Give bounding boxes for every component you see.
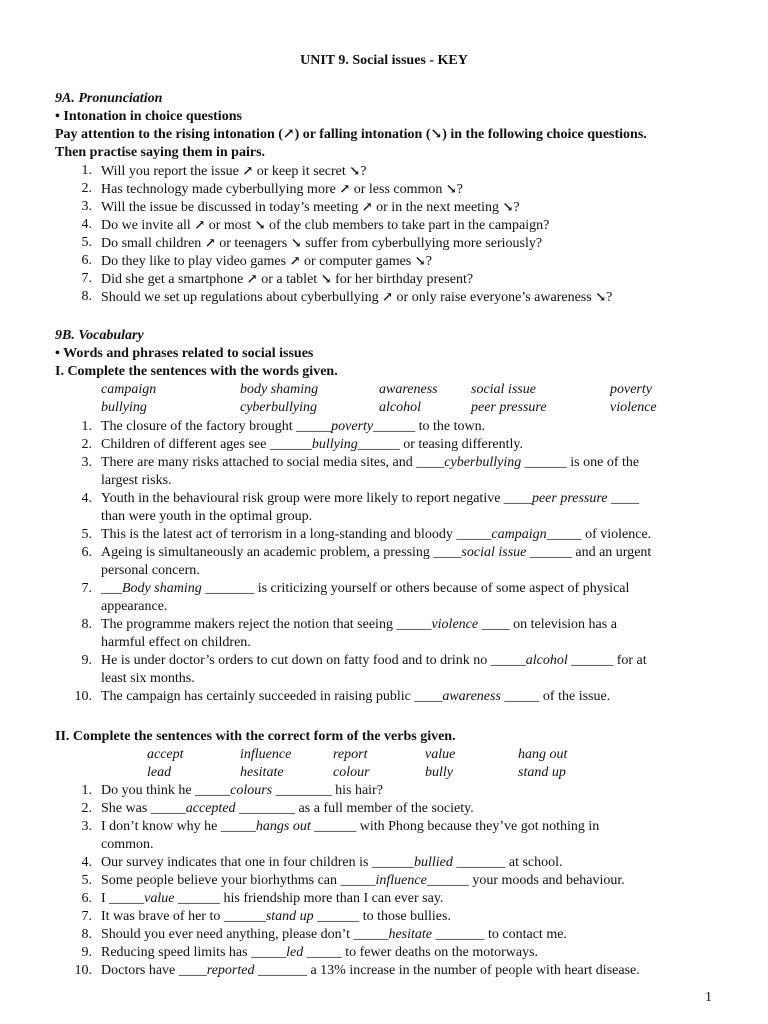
answer-text: alcohol	[525, 653, 568, 668]
item-number: 2.	[81, 801, 92, 816]
verb-word: value	[425, 747, 456, 762]
falling-arrow-icon: ↘	[254, 217, 266, 232]
vocab-word: violence	[610, 400, 657, 415]
answer-text: bullied	[413, 855, 453, 870]
exercise-1-instruction: I. Complete the sentences with the words given.	[55, 364, 338, 379]
pronunciation-question	[101, 180, 463, 199]
sentence-text: ________ as a full member of the society.	[235, 801, 474, 816]
sentence-text: The closure of the factory brought _____	[101, 419, 332, 434]
verb-word: colour	[333, 765, 370, 780]
sentence-line	[101, 436, 523, 454]
sentence-line	[101, 818, 599, 836]
sentence-line	[101, 598, 167, 616]
section-b-subheading: • Words and phrases related to social issues	[55, 346, 314, 361]
answer-text: peer pressure	[531, 491, 608, 506]
sentence-text: _______ a 13% increase in the number of people with heart disease.	[254, 963, 640, 978]
sentence-text: least six months.	[101, 671, 195, 686]
sentence-line	[101, 562, 200, 580]
verb-word: accept	[147, 747, 184, 762]
sentence-text: ______ his friendship more than I can ever say.	[174, 891, 444, 906]
sentence-text: ________ his hair?	[272, 783, 383, 798]
sentence-text: ______ with Phong because they’ve got nothing in	[310, 819, 600, 834]
falling-arrow-icon: ↘	[595, 289, 607, 304]
item-number: 3.	[81, 199, 92, 214]
item-number: 3.	[81, 455, 92, 470]
item-number: 1.	[81, 783, 92, 798]
question-text: ?	[425, 254, 432, 269]
sentence-text: Doctors have ____	[101, 963, 207, 978]
falling-arrow-icon: ↘	[502, 199, 514, 214]
question-text: Has technology made cyberbullying more	[101, 182, 340, 197]
sentence-text: ______ your moods and behaviour.	[426, 873, 625, 888]
sentence-line	[101, 872, 625, 890]
item-number: 5.	[81, 873, 92, 888]
question-text: or a tablet	[257, 272, 321, 287]
sentence-text: It was brave of her to ______	[101, 909, 266, 924]
falling-arrow-icon: ↘	[290, 235, 302, 250]
sentence-line	[101, 652, 647, 670]
answer-text: influence	[375, 873, 427, 888]
answer-text: led	[286, 945, 304, 960]
item-number: 6.	[81, 891, 92, 906]
rising-arrow-icon: ↗	[246, 271, 258, 286]
sentence-line	[101, 926, 567, 944]
vocab-word: bullying	[101, 400, 147, 415]
question-text: Will the issue be discussed in today’s meeting	[101, 200, 362, 215]
exercise-2-instruction: II. Complete the sentences with the correct form of the verbs given.	[55, 729, 456, 744]
sentence-text: I _____	[101, 891, 145, 906]
answer-text: campaign	[491, 527, 547, 542]
item-number: 5.	[81, 527, 92, 542]
sentence-text: common.	[101, 837, 154, 852]
answer-text: social issue	[461, 545, 527, 560]
section-a-heading: 9A. Pronunciation	[55, 91, 163, 106]
item-number: 7.	[81, 271, 92, 286]
rising-arrow-icon: ↗	[289, 253, 301, 268]
item-number: 8.	[81, 289, 92, 304]
sentence-text: harmful effect on children.	[101, 635, 251, 650]
item-number: 10.	[74, 689, 92, 704]
rising-arrow-icon: ↗	[361, 199, 373, 214]
item-number: 1.	[81, 419, 92, 434]
section-b-heading: 9B. Vocabulary	[55, 328, 144, 343]
sentence-text: _______ at school.	[452, 855, 563, 870]
sentence-text: _______ to contact me.	[432, 927, 567, 942]
verb-word: report	[333, 747, 368, 762]
section-a-instruction-2: Then practise saying them in pairs.	[55, 145, 266, 160]
question-text: Do small children	[101, 236, 205, 251]
answer-text: reported	[206, 963, 255, 978]
page-title: UNIT 9. Social issues - KEY	[300, 53, 468, 68]
pronunciation-question	[101, 270, 473, 289]
sentence-text: This is the latest act of terrorism in a long-standing and bloody _____	[101, 527, 492, 542]
question-text: ?	[606, 290, 613, 305]
vocab-word: social issue	[471, 382, 536, 397]
sentence-line	[101, 634, 251, 652]
item-number: 4.	[81, 491, 92, 506]
question-text: for her birthday present?	[331, 272, 474, 287]
question-text: Should we set up regulations about cyberbullying	[101, 290, 383, 305]
item-number: 2.	[81, 437, 92, 452]
rising-arrow-icon: ↗	[242, 163, 254, 178]
item-number: 2.	[81, 181, 92, 196]
item-number: 10.	[74, 963, 92, 978]
question-text: Will you report the issue	[101, 164, 243, 179]
sentence-text: _______ is criticizing yourself or others because of some aspect of physical	[201, 581, 630, 596]
question-text: or keep it secret	[253, 164, 350, 179]
item-number: 6.	[81, 545, 92, 560]
answer-text: poverty	[331, 419, 374, 434]
answer-text: cyberbullying	[444, 455, 522, 470]
sentence-line	[101, 908, 451, 926]
sentence-text: ______ to the town.	[373, 419, 486, 434]
verb-word: influence	[240, 747, 292, 762]
sentence-line	[101, 526, 651, 544]
sentence-text: personal concern.	[101, 563, 200, 578]
item-number: 7.	[81, 581, 92, 596]
sentence-line	[101, 490, 639, 508]
rising-arrow-icon: ↗	[339, 181, 351, 196]
sentence-text: _____ to fewer deaths on the motorways.	[303, 945, 539, 960]
sentence-text: ___	[101, 581, 122, 596]
pronunciation-question	[101, 252, 432, 271]
sentence-line	[101, 454, 639, 472]
answer-text: Body shaming	[122, 581, 202, 596]
sentence-text: largest risks.	[101, 473, 172, 488]
verb-word: hesitate	[240, 765, 284, 780]
question-text: ?	[456, 182, 464, 197]
sentence-line	[101, 962, 640, 980]
vocab-word: awareness	[379, 382, 438, 397]
pronunciation-question	[101, 216, 549, 235]
sentence-line	[101, 944, 538, 962]
answer-text: stand up	[265, 909, 314, 924]
sentence-text: _____ of violence.	[546, 527, 652, 542]
item-number: 9.	[81, 945, 92, 960]
item-number: 4.	[81, 855, 92, 870]
sentence-text: ______ is one of the	[521, 455, 640, 470]
sentence-line	[101, 688, 610, 706]
sentence-text: The campaign has certainly succeeded in raising public ____	[101, 689, 443, 704]
answer-text: bullying	[311, 437, 358, 452]
vocab-word: peer pressure	[471, 400, 547, 415]
sentence-text: She was _____	[101, 801, 186, 816]
sentence-line	[101, 800, 474, 818]
sentence-text: _____ of the issue.	[500, 689, 611, 704]
sentence-text: Children of different ages see ______	[101, 437, 312, 452]
item-number: 8.	[81, 617, 92, 632]
answer-text: accepted	[185, 801, 236, 816]
item-number: 7.	[81, 909, 92, 924]
vocab-word: body shaming	[240, 382, 319, 397]
rising-arrow-icon: ↗	[204, 235, 216, 250]
page-number: 1	[705, 990, 712, 1005]
item-number: 4.	[81, 217, 92, 232]
sentence-text: Do you think he _____	[101, 783, 231, 798]
verb-word: bully	[425, 765, 453, 780]
item-number: 6.	[81, 253, 92, 268]
answer-text: hangs out	[255, 819, 311, 834]
answer-text: awareness	[442, 689, 501, 704]
sentence-line	[101, 544, 651, 562]
sentence-text: Should you ever need anything, please don’t _____	[101, 927, 389, 942]
question-text: of the club members to take part in the campaign?	[265, 218, 550, 233]
sentence-text: He is under doctor’s orders to cut down on fatty food and to drink no _____	[101, 653, 526, 668]
sentence-text: ______ to those bullies.	[313, 909, 451, 924]
rising-arrow-icon: ↗	[194, 217, 206, 232]
sentence-line	[101, 418, 485, 436]
section-a-instruction-1: Pay attention to the rising intonation (↗) or falling intonation (↘) in the following choice questions.	[55, 127, 647, 142]
answer-text: hesitate	[388, 927, 433, 942]
sentence-text: ______ and an urgent	[526, 545, 652, 560]
sentence-text: Our survey indicates that one in four children is ______	[101, 855, 414, 870]
sentence-text: appearance.	[101, 599, 168, 614]
item-number: 3.	[81, 819, 92, 834]
question-text: Do we invite all	[101, 218, 195, 233]
sentence-text: There are many risks attached to social media sites, and ____	[101, 455, 445, 470]
vocab-word: campaign	[101, 382, 157, 397]
sentence-line	[101, 616, 617, 634]
answer-text: colours	[230, 783, 273, 798]
verb-word: hang out	[518, 747, 568, 762]
vocab-word: cyberbullying	[240, 400, 317, 415]
question-text: or only raise everyone’s awareness	[393, 290, 596, 305]
pronunciation-question	[101, 234, 542, 253]
sentence-text: ____ on television has a	[478, 617, 617, 632]
item-number: 8.	[81, 927, 92, 942]
sentence-line	[101, 782, 383, 800]
question-text: Do they like to play video games	[101, 254, 290, 269]
pronunciation-question	[101, 288, 612, 307]
question-text: or most	[205, 218, 255, 233]
answer-text: violence	[431, 617, 479, 632]
question-text: Did she get a smartphone	[101, 272, 247, 287]
item-number: 9.	[81, 653, 92, 668]
sentence-text: ____	[607, 491, 639, 506]
sentence-text: ______ for at	[567, 653, 647, 668]
verb-word: lead	[147, 765, 172, 780]
question-text: or computer games	[300, 254, 415, 269]
sentence-text: Youth in the behavioural risk group were more likely to report negative ____	[101, 491, 532, 506]
sentence-text: Ageing is simultaneously an academic problem, a pressing ____	[101, 545, 462, 560]
sentence-line	[101, 890, 443, 908]
falling-arrow-icon: ↘	[349, 163, 361, 178]
item-number: 5.	[81, 235, 92, 250]
item-number: 1.	[81, 163, 92, 178]
rising-arrow-icon: ↗	[382, 289, 394, 304]
question-text: ?	[513, 200, 520, 215]
sentence-line	[101, 508, 312, 526]
verb-word: stand up	[518, 765, 566, 780]
sentence-line	[101, 472, 172, 490]
vocab-word: poverty	[610, 382, 652, 397]
section-a-subheading: • Intonation in choice questions	[55, 109, 242, 124]
pronunciation-question	[101, 162, 366, 181]
question-text: suffer from cyberbullying more seriously?	[301, 236, 543, 251]
question-text: or teenagers	[215, 236, 291, 251]
sentence-line	[101, 836, 154, 854]
sentence-text: ______ or teasing differently.	[357, 437, 523, 452]
sentence-line	[101, 670, 195, 688]
sentence-text: Some people believe your biorhythms can _____	[101, 873, 376, 888]
falling-arrow-icon: ↘	[320, 271, 332, 286]
vocab-word: alcohol	[379, 400, 421, 415]
falling-arrow-icon: ↘	[414, 253, 426, 268]
sentence-text: Reducing speed limits has _____	[101, 945, 287, 960]
sentence-text: than were youth in the optimal group.	[101, 509, 313, 524]
sentence-text: I don’t know why he _____	[101, 819, 256, 834]
question-text: ?	[360, 164, 367, 179]
question-text: or in the next meeting	[372, 200, 503, 215]
answer-text: value	[144, 891, 175, 906]
sentence-line	[101, 580, 629, 598]
question-text: or less common	[350, 182, 446, 197]
falling-arrow-icon: ↘	[445, 181, 457, 196]
sentence-line	[101, 854, 563, 872]
sentence-text: The programme makers reject the notion that seeing _____	[101, 617, 432, 632]
pronunciation-question	[101, 198, 520, 217]
